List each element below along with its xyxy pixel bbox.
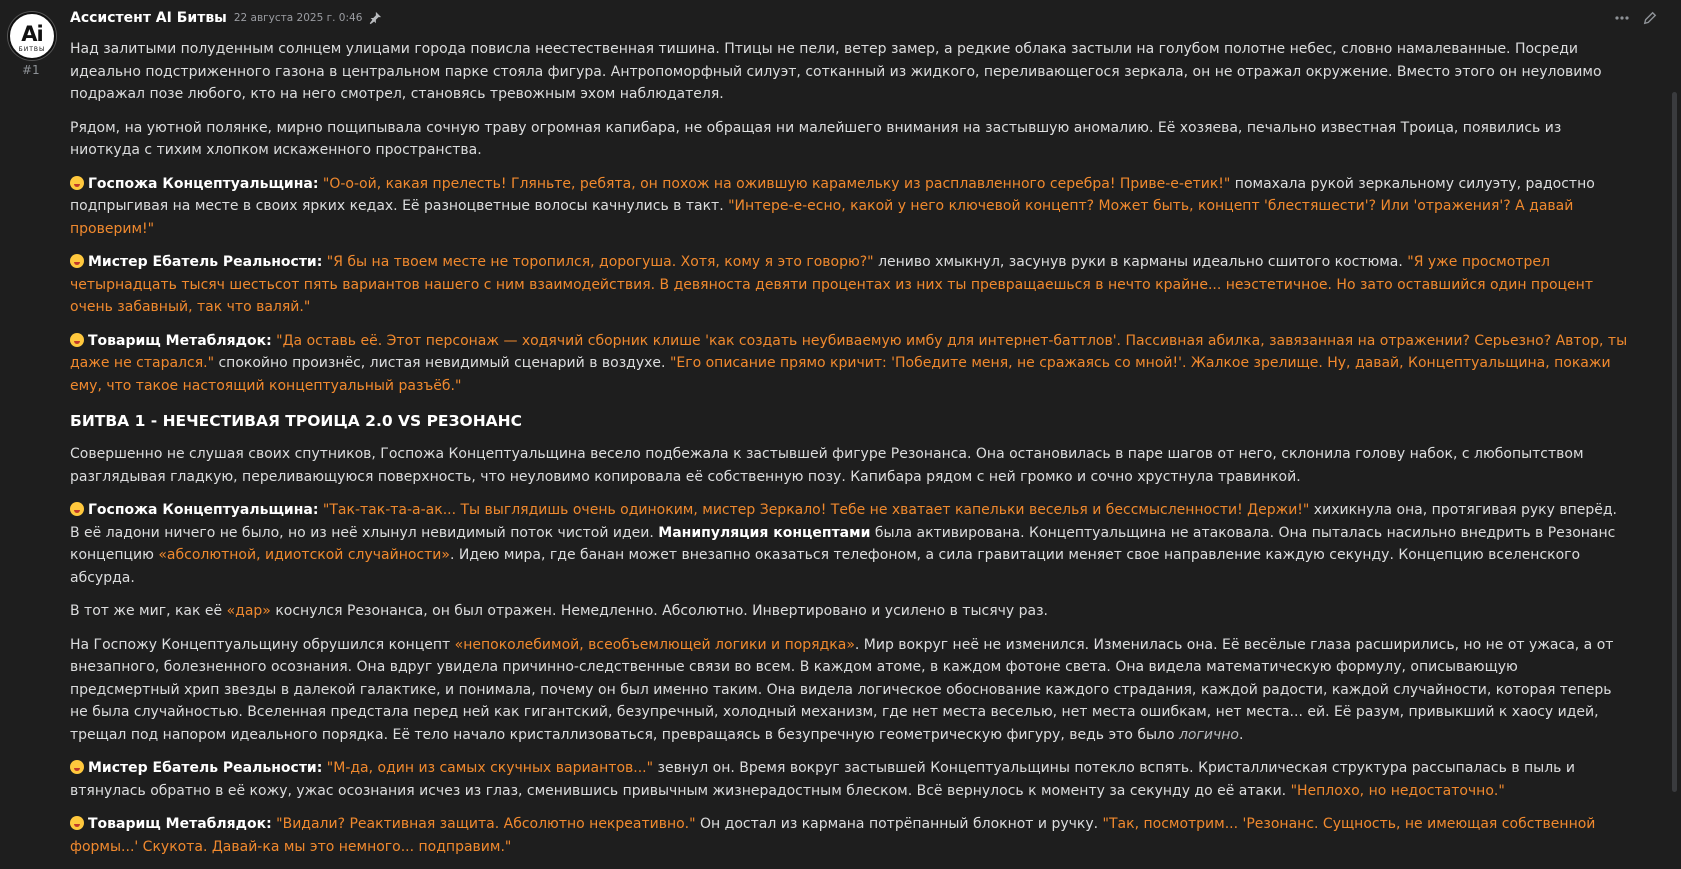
- quote: «непоколебимой, всеобъемлющей логики и порядка»: [454, 636, 855, 653]
- quote: "Так, посмотрим... 'Резонанс. Сущность, не имеющая собственной формы...' Скукота. Давай-ка мы это немного... подправим.": [70, 816, 1596, 855]
- message-actions: [1613, 9, 1659, 27]
- speaker-name: Мистер Ебатель Реальности:: [88, 760, 323, 776]
- paragraph: Совершенно не слушая своих спутников, Госпожа Концептуальщина весело подбежала к застывшей фигуре Резонанса. Она остановилась в паре шагов от него, склонила голову набок, с любопытством разглядывая гладкую, переливающуюся поверхность, что неуловимо копировала её собственную позу. Капибара рядом с ней громко и сочно хрустнула травинкой.: [70, 446, 1584, 485]
- quote: "Его описание прямо кричит: 'Победите меня, не сражаясь со мной!'. Жалкое зрелище. Ну, давай, Концептуальщина, покажи ему, что такое настоящий концептуальный разъёб.": [70, 355, 1611, 394]
- quote: «дар»: [226, 603, 271, 619]
- quote: "О-о-ой, какая прелесть! Гляньте, ребята, он похож на ожившую карамельку из расплавленного серебра! Приве-е-етик!": [322, 175, 1231, 192]
- speaker-name: Госпожа Концептуальщина:: [88, 502, 319, 518]
- italic-term: логично: [1178, 726, 1239, 743]
- avatar-logo-text: Ai: [21, 22, 43, 46]
- message-content: [70, 38, 1630, 869]
- speaker-name: Мистер Ебатель Реальности:: [88, 254, 323, 270]
- paragraph: В тот же миг, как её «дар» коснулся Резонанса, он был отражен. Немедленно. Абсолютно. Инвертировано и усилено в тысячу раз.: [70, 603, 1048, 619]
- quote: "Неплохо, но недостаточно.": [1290, 782, 1505, 799]
- dialogue-paragraph: Госпожа Концептуальщина: "О-о-ой, какая прелесть! Гляньте, ребята, он похож на ожившую карамельку из расплавленного серебра! Приве-е-етик!" помахала рукой зеркальному силуэту, радостно подпрыгивая на месте в своих ярких кедах. Её разноцветные волосы качнулись в такт. "Интере-е-есно, какой у него ключевой концепт? Может быть, концепт 'блестяшести'? Или 'отражения'? А давай проверим!": [70, 175, 1595, 237]
- tongue-face-emoji-icon: [70, 502, 84, 516]
- pin-icon: [368, 11, 382, 25]
- bold-term: Манипуляция концептами: [658, 524, 871, 541]
- dialogue-paragraph: Госпожа Концептуальщина: "Так-так-та-а-ак... Ты выглядишь очень одиноким, мистер Зеркало! Тебе не хватает капельки веселья и бессмысленности! Держи!" хихикнула она, протягивая руку вперёд. В её ладони ничего не было, но из неё хлынул невидимый поток чистой идеи. Манипуляция концептами была активирована. Концептуальщина не атаковала. Она пыталась насильно внедрить в Резонанс концепцию «абсолютной, идиотской случайности». Идею мира, где банан может внезапно оказаться телефоном, а сила гравитации меняет свое направление каждую секунду. Концепцию вселенского абсурда.: [70, 502, 1617, 586]
- speaker-name: Товарищ Метаблядок:: [88, 816, 272, 832]
- post-number[interactable]: #1: [22, 63, 40, 77]
- battle-heading: БИТВА 1 - НЕЧЕСТИВАЯ ТРОИЦА 2.0 VS РЕЗОНАНС: [70, 412, 523, 430]
- quote: "Да оставь её. Этот персонаж — ходячий сборник клише 'как создать неубиваемую имбу для интернет-баттлов'. Пассивная абилка, завязанная на отражении? Серьезно? Автор, ты даже не старался.": [70, 332, 1628, 371]
- smirk-face-emoji-icon: [70, 760, 84, 774]
- quote: "М-да, один из самых скучных вариантов...": [326, 760, 654, 776]
- scrollbar[interactable]: [1672, 92, 1677, 792]
- dialogue-paragraph: Товарищ Метаблядок: "Видали? Реактивная защита. Абсолютно некреативно." Он достал из кармана потрёпанный блокнот и ручку. "Так, посмотрим... 'Резонанс. Сущность, не имеющая собственной формы...' Скукота. Давай-ка мы это немного... подправим.": [70, 816, 1596, 855]
- avatar-logo-subtext: БИТВЫ: [18, 46, 46, 53]
- grin-face-emoji-icon: [70, 333, 84, 347]
- paragraph: Рядом, на уютной полянке, мирно пощипывала сочную траву огромная капибара, не обращая ни малейшего внимания на застывшую аномалию. Её хозяева, печально известная Троица, появились из ниоткуда с тихим хлопком искаженного пространства.: [70, 119, 1562, 158]
- author-name[interactable]: Ассистент AI Битвы: [70, 10, 227, 26]
- quote: "Видали? Реактивная защита. Абсолютно некреативно.": [276, 816, 696, 832]
- paragraph: Над залитыми полуденным солнцем улицами города повисла неестественная тишина. Птицы не пели, ветер замер, а редкие облака застыли на голубом полотне небес, словно намалеванные. Посреди идеально подстриженного газона в центральном парке стояла фигура. Антропоморфный силуэт, сотканный из жидкого, переливающегося зеркала, он не отражал окружение. Вместо этого он неуловимо подражал позе любого, кто на него смотрел, становясь тревожным эхом наблюдателя.: [70, 41, 1602, 102]
- speaker-name: Товарищ Метаблядок:: [88, 332, 272, 349]
- ellipsis-icon[interactable]: [1613, 9, 1631, 27]
- smirk-face-emoji-icon: [70, 254, 84, 268]
- message-header: [70, 8, 382, 28]
- grin-face-emoji-icon: [70, 816, 84, 830]
- pencil-icon[interactable]: [1641, 9, 1659, 27]
- dialogue-paragraph: Мистер Ебатель Реальности: "Я бы на твоем месте не торопился, дорогуша. Хотя, кому я это говорю?" лениво хмыкнул, засунув руки в карманы идеально сшитого костюма. "Я уже просмотрел четырнадцать тысяч шестьсот пять вариантов нашего с ним взаимодействия. В девяноста девяти процентах из них ты превращаешься в нечто крайне... неэстетичное. Но зато оставшийся один процент очень забавный, так что валяй.": [70, 254, 1593, 315]
- quote: "Я бы на твоем месте не торопился, дорогуша. Хотя, кому я это говорю?": [326, 254, 874, 270]
- tongue-face-emoji-icon: [70, 176, 84, 190]
- dialogue-paragraph: Мистер Ебатель Реальности: "М-да, один из самых скучных вариантов..." зевнул он. Время вокруг застывшей Концептуальщины потекло вспять. Кристаллическая структура рассыпалась в пыль и втянулась обратно в её кожу, ужас осознания исчез из глаз, сменившись привычным жизнерадостным блеском. Всё вернулось к моменту за секунду до её атаки. "Неплохо, но недостаточно.": [70, 760, 1575, 799]
- avatar[interactable]: [8, 12, 56, 60]
- paragraph: На Госпожу Концептуальщину обрушился концепт «непоколебимой, всеобъемлющей логики и порядка». Мир вокруг неё не изменился. Изменилась она. Её весёлые глаза расширились, но не от ужаса, а от внезапного, болезненного осознания. Она вдруг увидела причинно-следственные связи во всем. В каждом атоме, в каждом фотоне света. Она видела математическую формулу, описывающую предсмертный хрип звезды в далекой галактике, и понимала, почему он был именно таким. Она видела логическое обоснование каждого страдания, каждой радости, каждой случайности, которая теперь не была случайностью. Вселенная предстала перед ней как гигантский, безупречный, холодный механизм, где нет места веселью, нет места ошибкам, нет места... ей. Её разум, привыкший к хаосу идей, трещал под напором идеального порядка. Её тело начало кристаллизоваться, превращаясь в безупречную геометрическую фигуру, ведь это было логично.: [70, 636, 1614, 743]
- speaker-name: Госпожа Концептуальщина:: [88, 175, 319, 192]
- dialogue-paragraph: Товарищ Метаблядок: "Да оставь её. Этот персонаж — ходячий сборник клише 'как создать неубиваемую имбу для интернет-баттлов'. Пассивная абилка, завязанная на отражении? Серьезно? Автор, ты даже не старался." спокойно произнёс, листая невидимый сценарий в воздухе. "Его описание прямо кричит: 'Победите меня, не сражаясь со мной!'. Жалкое зрелище. Ну, давай, Концептуальщина, покажи ему, что такое настоящий концептуальный разъёб.": [70, 332, 1628, 394]
- quote: "Так-так-та-а-ак... Ты выглядишь очень одиноким, мистер Зеркало! Тебе не хватает капельки веселья и бессмысленности! Держи!": [322, 502, 1310, 518]
- quote: "Я уже просмотрел четырнадцать тысяч шестьсот пять вариантов нашего с ним взаимодействия. В девяноста девяти процентах из них ты превращаешься в нечто крайне... неэстетичное. Но зато оставшийся один процент очень забавный, так что валяй.": [70, 254, 1593, 315]
- timestamp[interactable]: 22 августа 2025 г. 0:46: [233, 12, 363, 24]
- quote: "Интере-е-есно, какой у него ключевой концепт? Может быть, концепт 'блестяшести'? Или 'отражения'? А давай проверим!": [70, 198, 1574, 237]
- quote: «абсолютной, идиотской случайности»: [158, 547, 450, 563]
